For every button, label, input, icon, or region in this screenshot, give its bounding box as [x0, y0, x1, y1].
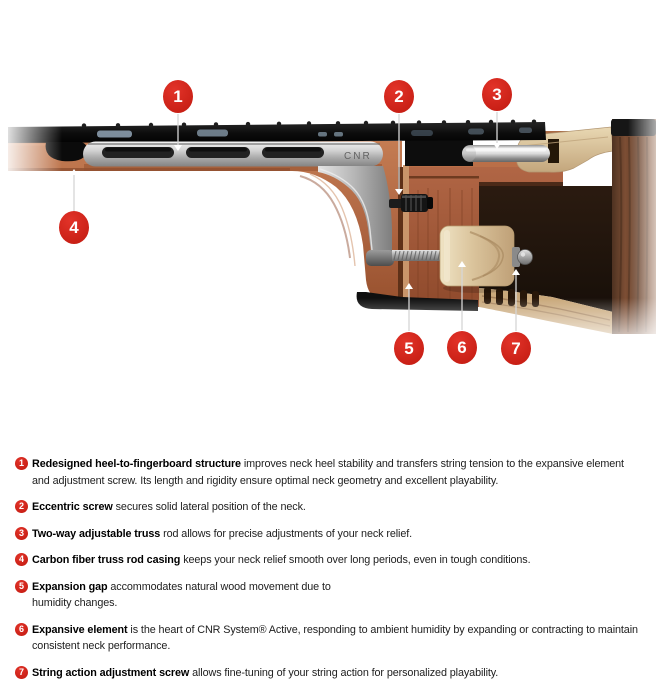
aluminum-structure [83, 142, 383, 167]
legend-text-3 [32, 526, 412, 543]
legend-text-1 [32, 456, 634, 489]
legend-term-7: String action adjustment screw [32, 666, 190, 679]
legend-term-3: Two-way adjustable truss [32, 527, 161, 540]
callout-7: 7 [501, 332, 531, 365]
legend-desc-3: rod allows for precise adjustments of your neck relief. [160, 527, 413, 540]
legend-bullet-7: 7 [15, 666, 28, 679]
threaded-rod [392, 250, 444, 261]
legend-desc-6: is the heart of CNR System® Active, responding to ambient humidity by expanding or contracting to maintain consistent neck performance. [32, 623, 638, 652]
callout-4: 4 [59, 211, 89, 244]
legend-bullet-1: 1 [15, 457, 28, 470]
legend-item-3 [15, 526, 660, 543]
legend-item-5 [15, 579, 660, 612]
legend-term-1: Redesigned heel-to-fingerboard structure [32, 458, 241, 470]
legend-text-7 [32, 665, 498, 682]
legend-text-5 [32, 579, 344, 612]
expansive-element [440, 226, 514, 293]
legend-bullet-6: 6 [15, 623, 28, 636]
legend [0, 448, 660, 691]
legend-item-7 [15, 665, 660, 682]
bottom-fade [0, 298, 672, 368]
legend-desc-7: allows fine-tuning of your string action for personalized playability. [189, 666, 499, 679]
legend-bullet-3: 3 [15, 527, 28, 540]
truss-rod [462, 145, 550, 162]
callout-3: 3 [482, 78, 512, 111]
fingerboard [8, 120, 546, 144]
legend-term-6: Expansive element [32, 623, 128, 636]
legend-desc-4: keeps your neck relief smooth over long periods, even in tough conditions. [180, 554, 531, 566]
legend-text-6 [32, 622, 644, 655]
legend-text-4 [32, 552, 531, 569]
metal-engraving: CNR [344, 151, 372, 162]
legend-desc-5: accommodates natural wood movement due to humidity changes. [32, 580, 331, 609]
legend-bullet-2: 2 [15, 500, 28, 513]
callout-5: 5 [394, 332, 424, 365]
legend-item-4 [15, 552, 660, 569]
legend-desc-2: secures solid lateral position of the neck. [112, 501, 306, 513]
legend-bullet-4: 4 [15, 553, 28, 566]
legend-term-4: Carbon fiber truss rod casing [32, 554, 181, 566]
legend-bullet-5: 5 [15, 580, 28, 593]
callout-1: 1 [163, 80, 193, 113]
legend-desc-1: improves neck heel stability and transfers string tension to the expansive element and adjustment screw. Its length and rigidity ensure optimal neck geometry and excellent playability. [32, 458, 624, 487]
legend-text-2 [32, 499, 306, 516]
callout-6: 6 [447, 331, 477, 364]
legend-item-6 [15, 622, 660, 655]
legend-term-2: Eccentric screw [32, 501, 113, 513]
legend-item-1 [15, 456, 660, 489]
legend-term-5: Expansion gap [32, 580, 108, 593]
legend-item-2 [15, 499, 660, 516]
callout-2: 2 [384, 80, 414, 113]
